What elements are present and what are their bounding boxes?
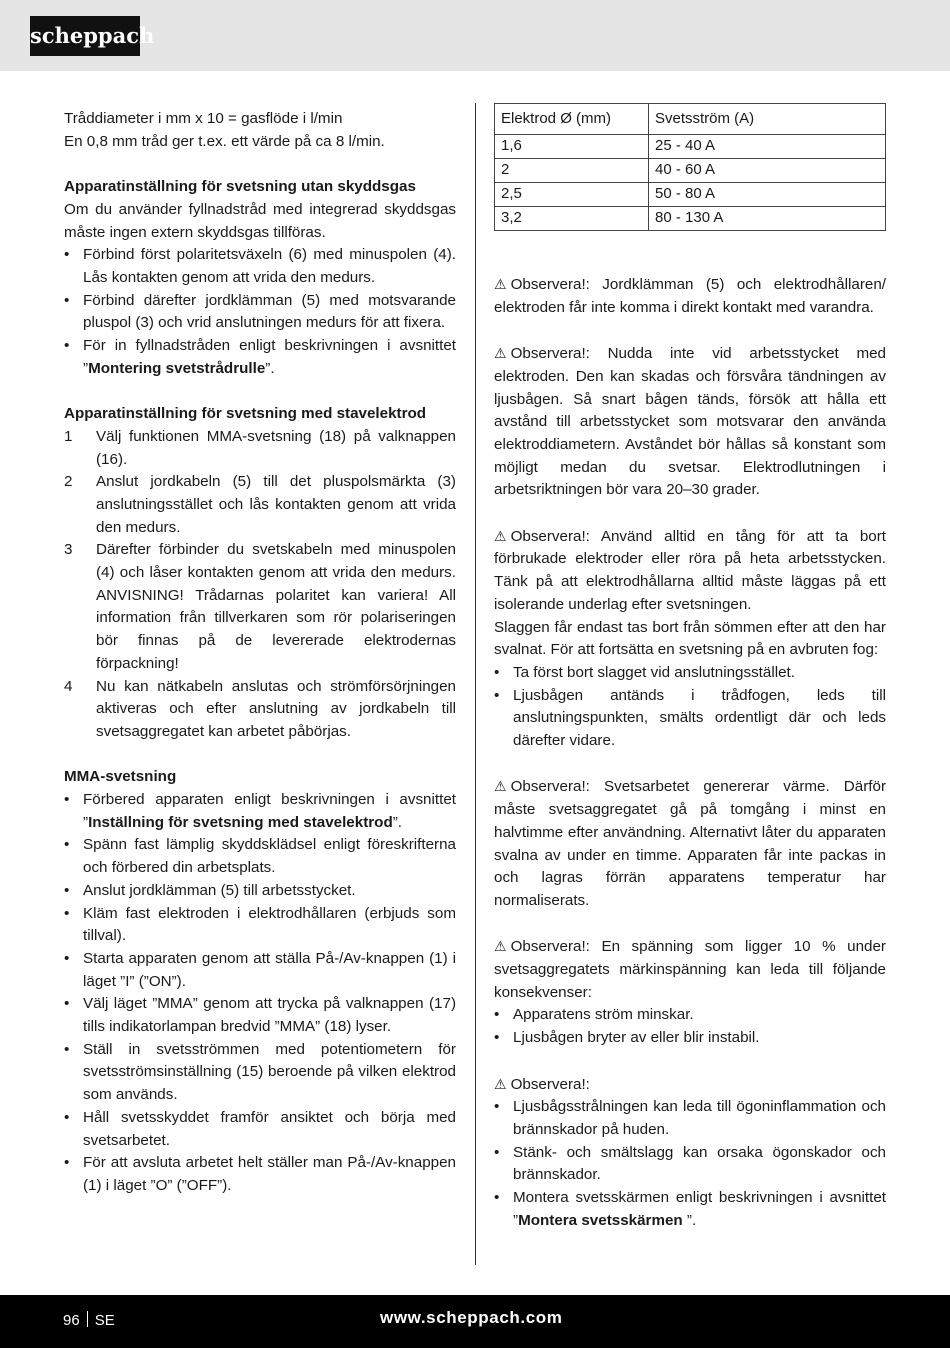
right-column bbox=[494, 103, 886, 1232]
list-item: • Anslut jordklämman (5) till arbetsstycket. bbox=[64, 880, 456, 903]
warning-5: ⚠ Observera!: En spänning som ligger 10 % under svetsaggregatets märkinspänning kan leda till följande konsekvenser: bbox=[494, 935, 886, 1004]
warning-icon: ⚠ bbox=[494, 938, 507, 955]
page-number: 96 SE bbox=[63, 1312, 115, 1329]
section-title-stick: Apparatinställning för svetsning med stavelektrod bbox=[64, 405, 427, 423]
warning-icon: ⚠ bbox=[494, 527, 507, 544]
list-item: • Välj läget ”MMA” genom att trycka på valknappen (17) tills indikatorlampan bredvid ”MMA” (18) lyser. bbox=[64, 993, 456, 1038]
list-item: • För in fyllnadstråden enligt beskrivningen i avsnittet ”Montering svetstrådrulle”. bbox=[64, 335, 456, 380]
list-item: • Ställ in svetsströmmen med potentiometern för svetsströmsinställning (15) beroende på vilken elektrod som används. bbox=[64, 1039, 456, 1107]
voltage-bullets bbox=[494, 1004, 886, 1049]
table-cell: 25 - 40 A bbox=[649, 135, 886, 159]
list-item: • Förbind först polaritetsväxeln (6) med minuspolen (4). Lås kontakten genom att vrida den medurs. bbox=[64, 244, 456, 289]
ref-bold: Montera svetsskärmen bbox=[518, 1211, 683, 1229]
ref-bold: Inställning för svetsning med stavelektrod bbox=[88, 813, 393, 831]
separator bbox=[87, 1311, 88, 1327]
step-item: 2 Anslut jordkabeln (5) till det pluspolsmärkta (3) anslutningsstället och lås kontakten genom att vrida den medurs. bbox=[64, 473, 456, 536]
brand-logo: scheppach bbox=[30, 16, 140, 56]
language-code: SE bbox=[94, 1312, 115, 1329]
warning-2: ⚠ Observera!: Nudda inte vid arbetsstycket med elektroden. Den kan skadas och försvåra tändningen av ljusbågen. Så snart bågen tänds, försök att hålla ett avstånd till arbetsstycket som motsvarar den använda elektroddiametern. Avståndet bör hållas så konstant som möjligt medan du svetsar. Elektrodlutningen i arbetsriktningen bör vara 20–30 grader. bbox=[494, 342, 886, 502]
step-item: 1 Välj funktionen MMA-svetsning (18) på valknappen (16). bbox=[64, 427, 456, 468]
table-row bbox=[495, 159, 886, 183]
section-title-mma: MMA-svetsning bbox=[64, 768, 177, 786]
section-title-no-gas: Apparatinställning för svetsning utan skyddsgas bbox=[64, 178, 416, 196]
table-cell: 1,6 bbox=[495, 135, 649, 159]
table-row bbox=[495, 207, 886, 231]
list-item: • Förbered apparaten enligt beskrivningen i avsnittet ”Inställning för svetsning med stavelektrod”. bbox=[64, 789, 456, 834]
slag-bullets bbox=[494, 662, 886, 753]
electrode-table bbox=[494, 103, 886, 231]
intro-line-1: Tråddiameter i mm x 10 = gasflöde i l/min bbox=[64, 110, 343, 127]
table-cell: 2 bbox=[495, 159, 649, 183]
radiation-bullets bbox=[494, 1096, 886, 1232]
stick-steps bbox=[64, 426, 456, 744]
table-cell: 40 - 60 A bbox=[649, 159, 886, 183]
list-item: • Apparatens ström minskar. bbox=[494, 1004, 886, 1027]
no-gas-bullets bbox=[64, 244, 456, 380]
list-item: • Starta apparaten genom att ställa På-/Av-knappen (1) i läget ”I” (”ON”). bbox=[64, 948, 456, 993]
warning-3: ⚠ Observera!: Använd alltid en tång för att ta bort förbrukade elektroder eller röra på heta arbetsstycken. Tänk på att elektrodhållarna alltid måste läggas på ett isolerande underlag efter svetsningen. bbox=[494, 525, 886, 617]
warning-6: ⚠ Observera!: bbox=[494, 1073, 886, 1097]
column-header: Svetsström (A) bbox=[649, 104, 886, 135]
left-column bbox=[64, 108, 456, 1198]
table-row bbox=[495, 135, 886, 159]
column-divider bbox=[475, 103, 476, 1265]
warning-icon: ⚠ bbox=[494, 778, 507, 795]
table-cell: 80 - 130 A bbox=[649, 207, 886, 231]
list-item: • Ta först bort slagget vid anslutningsstället. bbox=[494, 662, 886, 685]
list-item: • Stänk- och smältslagg kan orsaka ögonskador och brännskador. bbox=[494, 1142, 886, 1187]
list-item: • Ljusbågen antänds i trådfogen, leds till anslutningspunkten, smälts ordentligt där och leds därefter vidare. bbox=[494, 685, 886, 753]
slag-text: Slaggen får endast tas bort från sömmen efter att den har svalnat. För att fortsätta en svetsning på en avbruten fog: bbox=[494, 618, 886, 659]
warning-icon: ⚠ bbox=[494, 276, 507, 292]
footer-bar bbox=[0, 1295, 950, 1348]
warning-icon: ⚠ bbox=[494, 1075, 507, 1092]
list-item: • För att avsluta arbetet helt ställer man På-/Av-knappen (1) i läget ”O” (”OFF”). bbox=[64, 1152, 456, 1197]
list-item: • Montera svetsskärmen enligt beskrivningen i avsnittet ”Montera svetsskärmen ”. bbox=[494, 1187, 886, 1232]
table-cell: 2,5 bbox=[495, 183, 649, 207]
table-header-row bbox=[495, 104, 886, 135]
warning-1: ⚠ Observera!: Jordklämman (5) och elektrodhållaren/ elektroden får inte komma i direkt kontakt med varandra. bbox=[494, 273, 886, 319]
warning-4: ⚠ Observera!: Svetsarbetet genererar värme. Därför måste svetsaggregatet gå på tomgång i minst en halvtimme efter användning. Alternativt låter du apparaten svalna av under en timme. Apparaten får inte packas in och lagras förrän apparatens temperatur har normaliserats. bbox=[494, 775, 886, 912]
list-item: • Ljusbågsstrålningen kan leda till ögoninflammation och brännskador på huden. bbox=[494, 1096, 886, 1141]
website-link[interactable]: www.scheppach.com bbox=[380, 1308, 563, 1327]
list-item: • Håll svetsskyddet framför ansiktet och börja med svetsarbetet. bbox=[64, 1107, 456, 1152]
warning-icon: ⚠ bbox=[494, 345, 507, 362]
table-cell: 50 - 80 A bbox=[649, 183, 886, 207]
step-item: 4 Nu kan nätkabeln anslutas och strömförsörjningen aktiveras och efter anslutning av jordkabeln till svetsaggregatet kan arbetet påbörjas. bbox=[64, 677, 456, 740]
table-cell: 3,2 bbox=[495, 207, 649, 231]
mma-bullets bbox=[64, 789, 456, 1198]
column-header: Elektrod Ø (mm) bbox=[495, 104, 649, 135]
header-bar bbox=[0, 0, 950, 71]
section-text-no-gas: Om du använder fyllnadstråd med integrerad skyddsgas måste ingen extern skyddsgas tillföras. bbox=[64, 200, 456, 241]
intro-line-2: En 0,8 mm tråd ger t.ex. ett värde på ca 8 l/min. bbox=[64, 132, 385, 150]
ref-bold: Montering svetstrådrulle bbox=[88, 359, 266, 377]
list-item: • Spänn fast lämplig skyddsklädsel enligt föreskrifterna och förbered din arbetsplats. bbox=[64, 834, 456, 879]
list-item: • Kläm fast elektroden i elektrodhållaren (erbjuds som tillval). bbox=[64, 903, 456, 948]
list-item: • Förbind därefter jordklämman (5) med motsvarande pluspol (3) och vrid anslutningen medurs för att fixera. bbox=[64, 290, 456, 335]
step-item: 3 Därefter förbinder du svetskabeln med minuspolen (4) och låser kontakten genom att vrida den medurs. ANVISNING! Trådarnas polaritet kan variera! All information från tillverkaren som rör polariseringen bör finnas på de levererade elektrodernas förpackning! bbox=[64, 541, 456, 672]
table-row bbox=[495, 183, 886, 207]
list-item: • Ljusbågen bryter av eller blir instabil. bbox=[494, 1027, 886, 1050]
